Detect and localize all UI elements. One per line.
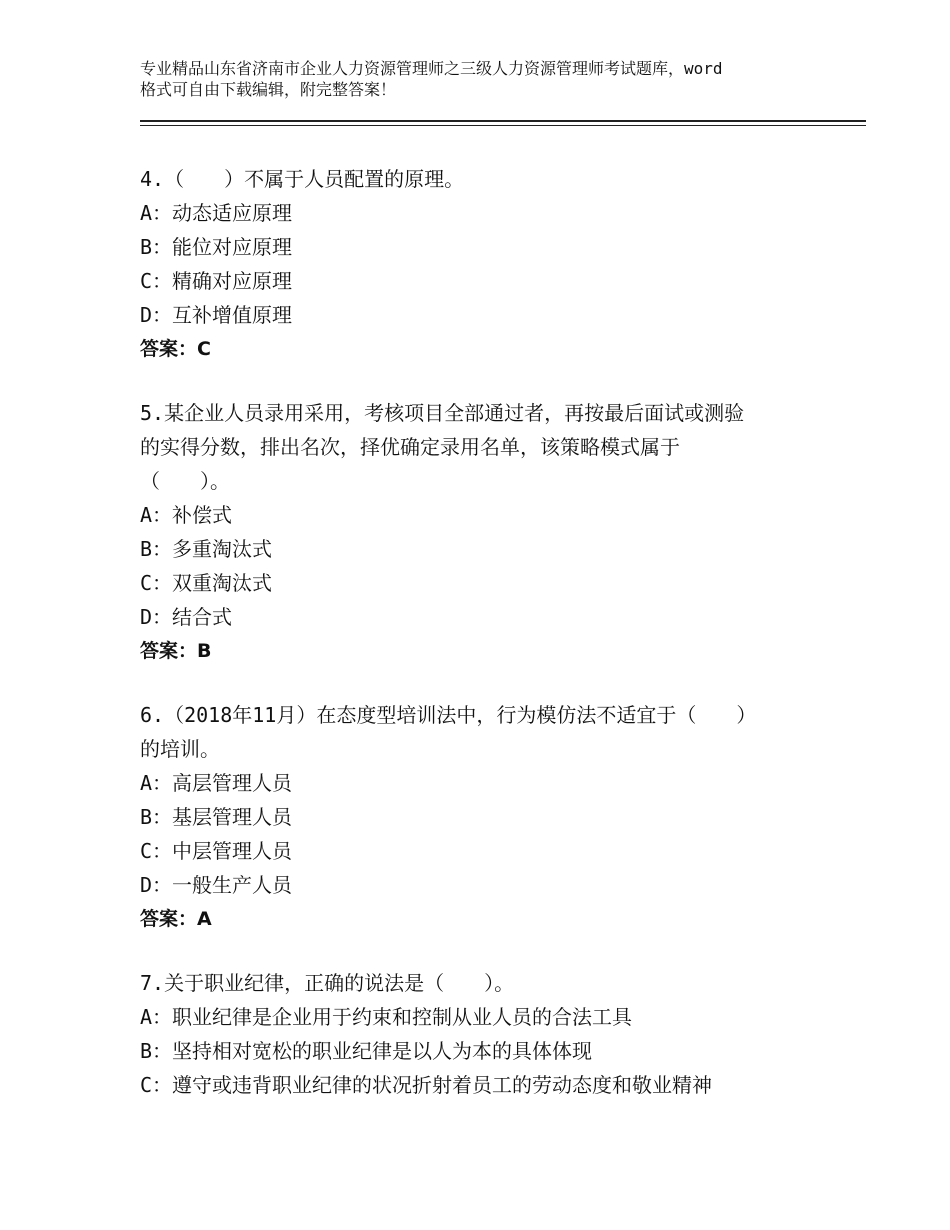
header-line-1: 专业精品山东省济南市企业人力资源管理师之三级人力资源管理师考试题库，word xyxy=(140,59,723,78)
header-rule-thick xyxy=(140,120,866,122)
question-7 xyxy=(140,966,820,1102)
option-a: A：高层管理人员 xyxy=(140,771,293,795)
question-stem: （ ）。 xyxy=(140,469,230,493)
question-4 xyxy=(140,162,820,366)
option-d: D：结合式 xyxy=(140,605,233,629)
option-b: B：坚持相对宽松的职业纪律是以人为本的具体体现 xyxy=(140,1039,593,1063)
option-a: A：动态适应原理 xyxy=(140,201,293,225)
answer: 答案：A xyxy=(140,908,212,930)
header-rule-thin xyxy=(140,125,866,126)
question-stem: 5.某企业人员录用采用，考核项目全部通过者，再按最后面试或测验 xyxy=(140,401,745,425)
option-c: C：遵守或违背职业纪律的状况折射着员工的劳动态度和敬业精神 xyxy=(140,1073,713,1097)
option-d: D：互补增值原理 xyxy=(140,303,293,327)
answer: 答案：B xyxy=(140,640,212,662)
document-header xyxy=(140,58,840,100)
question-list xyxy=(140,162,820,1132)
question-stem: 的实得分数，排出名次，择优确定录用名单，该策略模式属于 xyxy=(140,435,680,459)
option-c: C：中层管理人员 xyxy=(140,839,293,863)
question-stem: 7.关于职业纪律，正确的说法是（ ）。 xyxy=(140,971,515,995)
question-6 xyxy=(140,698,820,936)
option-b: B：能位对应原理 xyxy=(140,235,293,259)
answer: 答案：C xyxy=(140,338,211,360)
question-5 xyxy=(140,396,820,668)
question-stem: 的培训。 xyxy=(140,737,220,761)
option-a: A：职业纪律是企业用于约束和控制从业人员的合法工具 xyxy=(140,1005,633,1029)
option-b: B：基层管理人员 xyxy=(140,805,293,829)
option-a: A：补偿式 xyxy=(140,503,233,527)
question-stem: 4.（ ）不属于人员配置的原理。 xyxy=(140,167,465,191)
option-c: C：精确对应原理 xyxy=(140,269,293,293)
option-d: D：一般生产人员 xyxy=(140,873,293,897)
header-line-2: 格式可自由下载编辑，附完整答案！ xyxy=(140,80,397,99)
question-stem: 6.（2018年11月）在态度型培训法中，行为模仿法不适宜于（ ） xyxy=(140,703,757,727)
option-c: C：双重淘汰式 xyxy=(140,571,273,595)
option-b: B：多重淘汰式 xyxy=(140,537,273,561)
